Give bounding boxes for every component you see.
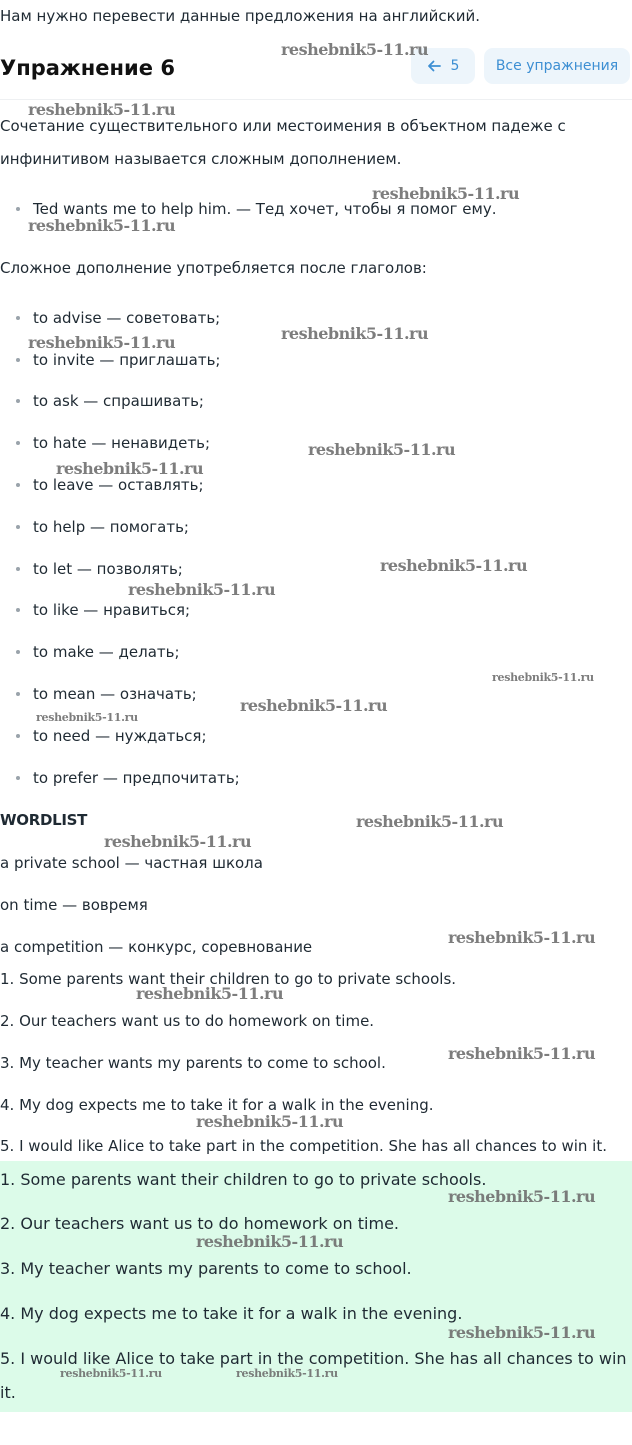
all-exercises-button[interactable]: Все упражнения <box>484 48 630 84</box>
watermark: reshebnik5-11.ru <box>448 1323 596 1342</box>
watermark: reshebnik5-11.ru <box>372 184 520 203</box>
verb-list-item: to help — помогать; <box>0 517 400 537</box>
bullet-icon <box>16 692 20 696</box>
watermark: reshebnik5-11.ru <box>60 1367 162 1380</box>
watermark: reshebnik5-11.ru <box>128 580 276 599</box>
verb-list-item: to need — нуждаться; <box>0 726 400 746</box>
wordlist-heading: WORDLIST <box>0 811 88 829</box>
watermark: reshebnik5-11.ru <box>36 711 138 724</box>
verb-list-item: to prefer — предпочитать; <box>0 768 400 788</box>
watermark: reshebnik5-11.ru <box>196 1112 344 1131</box>
watermark: reshebnik5-11.ru <box>356 812 504 831</box>
watermark: reshebnik5-11.ru <box>28 333 176 352</box>
bullet-icon <box>16 399 20 403</box>
watermark: reshebnik5-11.ru <box>281 40 429 59</box>
rule-definition-line-1: Сочетание существительного или местоимения в объектном падеже с <box>0 117 566 135</box>
watermark: reshebnik5-11.ru <box>196 1232 344 1251</box>
watermark: reshebnik5-11.ru <box>104 832 252 851</box>
verb-list-item: to invite — приглашать; <box>0 350 400 370</box>
bullet-icon <box>16 734 20 738</box>
answer-sentence: 2. Our teachers want us to do homework on time. <box>0 1214 399 1233</box>
watermark: reshebnik5-11.ru <box>240 696 388 715</box>
verb-list-item: to advise — советовать; <box>0 308 400 328</box>
verb-list-item: to make — делать; <box>0 642 400 662</box>
watermark: reshebnik5-11.ru <box>28 100 176 119</box>
example-text: Ted wants me to help him. — Тед хочет, чтобы я помог ему. <box>33 200 497 218</box>
watermark: reshebnik5-11.ru <box>308 440 456 459</box>
verb-list-item: to ask — спрашивать; <box>0 391 400 411</box>
wordlist-item: a private school — частная школа <box>0 854 263 872</box>
watermark: reshebnik5-11.ru <box>281 324 429 343</box>
rule-definition-line-2: инфинитивом называется сложным дополнением. <box>0 150 402 168</box>
verb-list-item: to let — позволять; <box>0 559 400 579</box>
bullet-icon <box>16 441 20 445</box>
watermark: reshebnik5-11.ru <box>448 928 596 947</box>
task-sentence: 1. Some parents want their children to go to private schools. <box>0 970 457 988</box>
watermark: reshebnik5-11.ru <box>448 1187 596 1206</box>
watermark: reshebnik5-11.ru <box>28 216 176 235</box>
bullet-icon <box>16 483 20 487</box>
watermark: reshebnik5-11.ru <box>492 671 594 684</box>
watermark: reshebnik5-11.ru <box>136 984 284 1003</box>
verb-list-item: to mean — означать; <box>0 684 400 704</box>
bullet-icon <box>16 207 20 211</box>
bullet-icon <box>16 316 20 320</box>
watermark: reshebnik5-11.ru <box>236 1367 338 1380</box>
watermark: reshebnik5-11.ru <box>448 1044 596 1063</box>
bullet-icon <box>16 525 20 529</box>
verb-list-item: to hate — ненавидеть; <box>0 433 400 453</box>
watermark: reshebnik5-11.ru <box>380 556 528 575</box>
page-title: Упражнение 6 <box>0 56 175 80</box>
answer-sentence: 4. My dog expects me to take it for a walk in the evening. <box>0 1304 463 1323</box>
task-sentence: 2. Our teachers want us to do homework on time. <box>0 1012 375 1030</box>
answer-sentence: 3. My teacher wants my parents to come to school. <box>0 1259 412 1278</box>
wordlist-item: a competition — конкурс, соревнование <box>0 938 313 956</box>
bullet-icon <box>16 650 20 654</box>
bullet-icon <box>16 358 20 362</box>
wordlist-item: on time — вовремя <box>0 896 148 914</box>
verb-list-item: to leave — оставлять; <box>0 475 400 495</box>
bullet-icon <box>16 776 20 780</box>
task-sentence: 4. My dog expects me to take it for a walk in the evening. <box>0 1096 434 1114</box>
arrow-left-icon <box>427 59 441 73</box>
bullet-icon <box>16 608 20 612</box>
task-sentence: 3. My teacher wants my parents to come to school. <box>0 1054 386 1072</box>
task-sentence: 5. I would like Alice to take part in the competition. She has all chances to win it. <box>0 1137 607 1155</box>
answer-sentence: 5. I would like Alice to take part in the competition. She has all chances to win it. <box>0 1349 627 1402</box>
verbs-intro: Сложное дополнение употребляется после глаголов: <box>0 259 427 277</box>
intro-text: Нам нужно перевести данные предложения на английский. <box>0 7 480 25</box>
answer-sentence: 1. Some parents want their children to go to private schools. <box>0 1170 487 1189</box>
watermark: reshebnik5-11.ru <box>56 459 204 478</box>
verb-list-item: to like — нравиться; <box>0 600 400 620</box>
prev-exercise-number: 5 <box>450 58 460 74</box>
bullet-icon <box>16 567 20 571</box>
